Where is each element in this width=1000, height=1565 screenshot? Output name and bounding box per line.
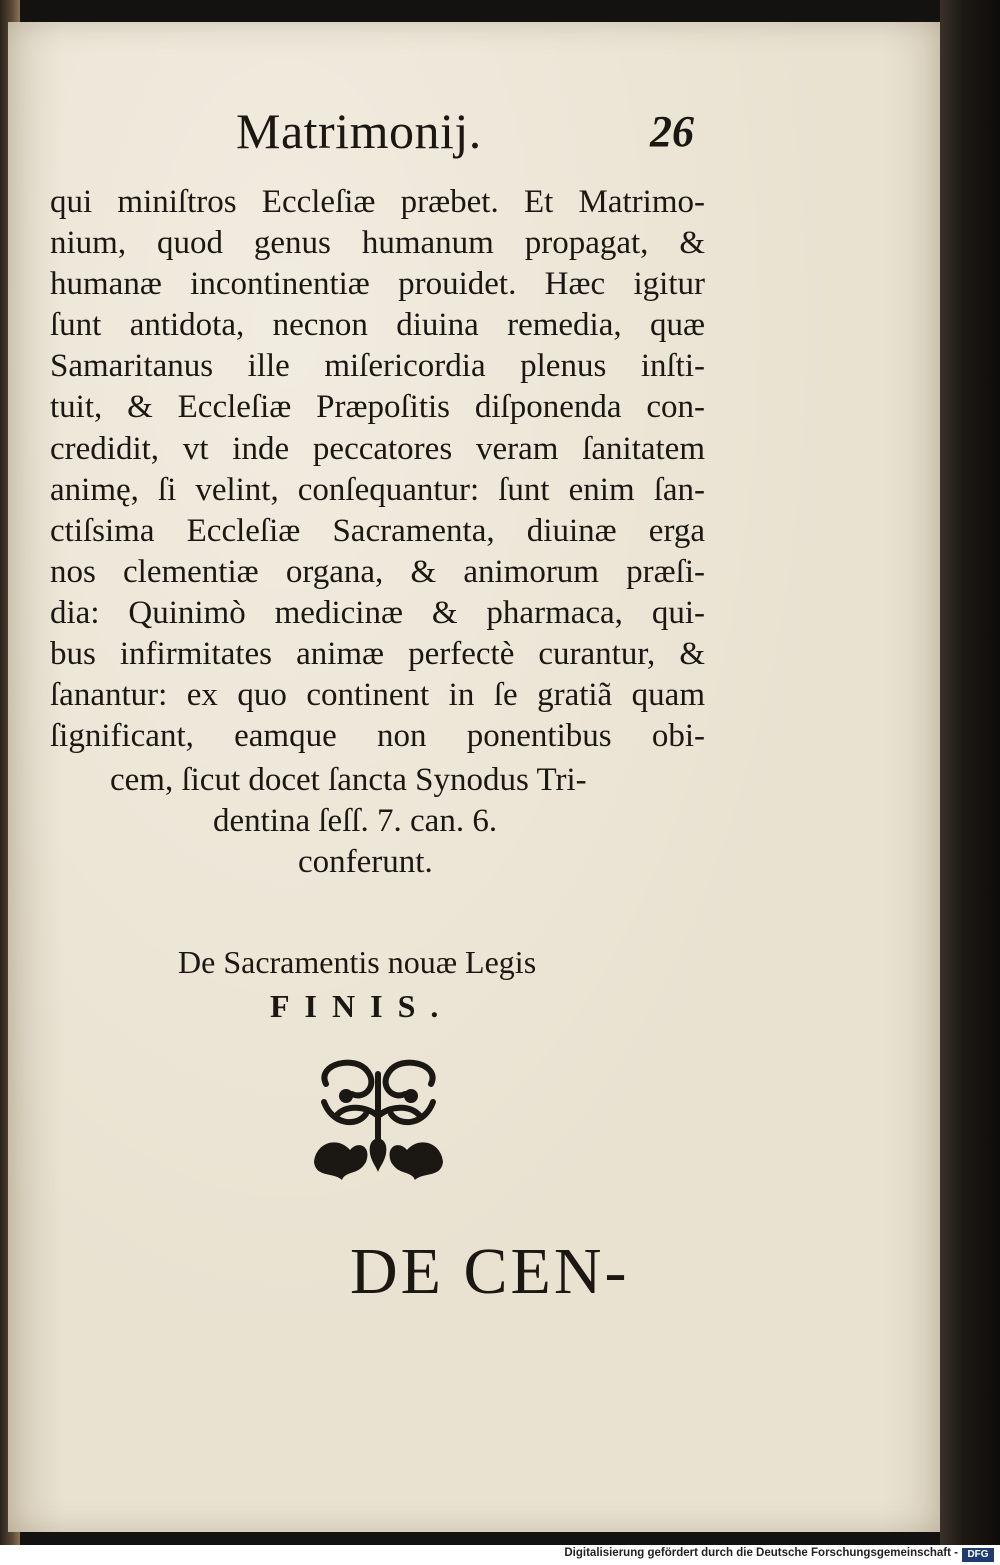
book-page — [8, 22, 940, 1532]
text-line: ſunt antidota, necnon diuina remedia, quæ — [50, 307, 705, 344]
digitization-footer — [0, 1545, 1000, 1565]
finis-label: FINIS. — [270, 988, 454, 1024]
text-line: bus infirmitates animæ perfectè curantur, & — [50, 636, 705, 673]
dfg-logo-icon: DFG — [962, 1548, 994, 1562]
text-line: animę, ſi velint, conſequantur: ſunt enim ſan- — [50, 471, 705, 508]
text-line: nos clementiæ organa, & animorum præſi- — [50, 553, 705, 590]
text-line: qui miniſtros Eccleſiæ præbet. Et Matrimo- — [50, 184, 705, 220]
body-text — [50, 182, 705, 757]
closing-line: conferunt. — [298, 844, 433, 880]
closing-line: dentina ſeſſ. 7. can. 6. — [213, 803, 498, 839]
text-line: nium, quod genus humanum propagat, & — [50, 225, 705, 262]
text-line: ſanantur: ex quo continent in ſe gratiã quam — [50, 677, 705, 714]
text-line: ctiſsima Eccleſiæ Sacramenta, diuinæ erga — [50, 512, 705, 549]
text-line: ſignificant, eamque non ponentibus obi- — [50, 718, 705, 755]
page-number: 26 — [650, 107, 694, 156]
funding-credit: Digitalisierung gefördert durch die Deutsche Forschungsgemeinschaft - — [564, 1547, 958, 1559]
text-line: credidit, vt inde peccatores veram ſanitatem — [50, 430, 705, 467]
running-title: Matrimonij. — [236, 103, 482, 159]
page-header — [8, 102, 940, 182]
text-line: humanæ incontinentiæ prouidet. Hæc igitur — [50, 266, 705, 303]
section-subject: De Sacramentis nouæ Legis — [178, 944, 537, 980]
fleuron-ornament-icon — [306, 1054, 451, 1184]
book-edge-right — [940, 0, 1000, 1545]
text-line: dia: Quinimò medicinæ & pharmaca, qui- — [50, 594, 705, 631]
catchword: DE CEN- — [350, 1235, 630, 1308]
closing-line: cem, ſicut docet ſancta Synodus Tri- — [110, 762, 587, 798]
text-line: Samaritanus ille miſericordia plenus inſti- — [50, 348, 705, 385]
text-line: tuit, & Eccleſiæ Præpoſitis diſponenda con- — [50, 389, 705, 426]
